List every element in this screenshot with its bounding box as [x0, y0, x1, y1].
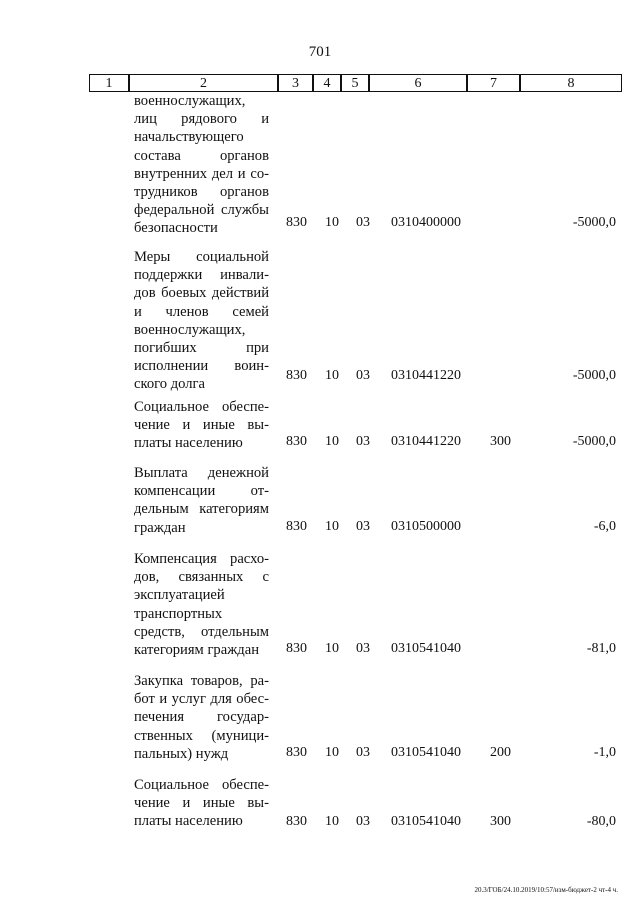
row-description: Закупка товаров, работ и услуг для обеспечения государственных (муниципальных) нужд	[134, 673, 269, 762]
row-col-6: 0310541040	[391, 641, 461, 656]
row-col-6: 0310441220	[391, 368, 461, 383]
row-description: Компенсация расходов, связанных с эксплуатацией транспортных средств, отдельным категориям граждан	[134, 551, 269, 659]
row-col-4: 10	[325, 519, 339, 534]
header-col-3: 3	[278, 74, 313, 92]
row-col-5: 03	[356, 814, 370, 829]
row-col-8: -5000,0	[572, 368, 616, 383]
row-col-8: -5000,0	[572, 215, 616, 230]
row-description: Выплата денежной компенсации отдельным категориям граждан	[134, 465, 269, 536]
row-col-6: 0310400000	[391, 215, 461, 230]
row-col-6: 0310441220	[391, 434, 461, 449]
row-col-5: 03	[356, 215, 370, 230]
header-col-6: 6	[369, 74, 467, 92]
row-col-8: -5000,0	[572, 434, 616, 449]
row-col-3: 830	[286, 641, 307, 656]
header-col-7: 7	[467, 74, 520, 92]
row-col-3: 830	[286, 215, 307, 230]
header-col-4: 4	[313, 74, 341, 92]
row-description: военнослужащих, лиц рядового и начальствующего состава органов внутренних дел и сотрудников органов федеральной службы безопасности	[134, 93, 269, 237]
header-col-5: 5	[341, 74, 369, 92]
row-col-6: 0310541040	[391, 814, 461, 829]
header-col-2: 2	[129, 74, 278, 92]
table-header	[90, 74, 622, 92]
document-footer: 20.3/ГОБ/24.10.2019/10:57/изм-бюджет-2 чт-4 ч.	[474, 886, 618, 894]
row-col-7: 300	[490, 814, 511, 829]
row-col-5: 03	[356, 641, 370, 656]
row-col-6: 0310541040	[391, 745, 461, 760]
row-col-3: 830	[286, 519, 307, 534]
row-col-8: -6,0	[593, 519, 616, 534]
row-col-8: -80,0	[586, 814, 616, 829]
row-col-4: 10	[325, 745, 339, 760]
row-col-7: 200	[490, 745, 511, 760]
header-col-8: 8	[520, 74, 622, 92]
row-col-8: -81,0	[586, 641, 616, 656]
row-col-5: 03	[356, 368, 370, 383]
row-description: Социальное обеспечение и иные выплаты населению	[134, 777, 269, 830]
row-col-5: 03	[356, 519, 370, 534]
row-col-3: 830	[286, 368, 307, 383]
row-col-4: 10	[325, 641, 339, 656]
row-col-4: 10	[325, 215, 339, 230]
row-col-8: -1,0	[593, 745, 616, 760]
row-description: Меры социальной поддержки инвалидов боевых действий и членов семей военнослужащих, погибших при исполнении воинского долга	[134, 249, 269, 393]
row-col-4: 10	[325, 814, 339, 829]
row-description: Социальное обеспечение и иные выплаты населению	[134, 399, 269, 452]
row-col-7: 300	[490, 434, 511, 449]
row-col-3: 830	[286, 745, 307, 760]
header-col-1: 1	[89, 74, 129, 92]
row-col-5: 03	[356, 745, 370, 760]
row-col-5: 03	[356, 434, 370, 449]
row-col-6: 0310500000	[391, 519, 461, 534]
row-col-3: 830	[286, 814, 307, 829]
row-col-4: 10	[325, 434, 339, 449]
row-col-3: 830	[286, 434, 307, 449]
page-number: 701	[308, 44, 332, 60]
row-col-4: 10	[325, 368, 339, 383]
